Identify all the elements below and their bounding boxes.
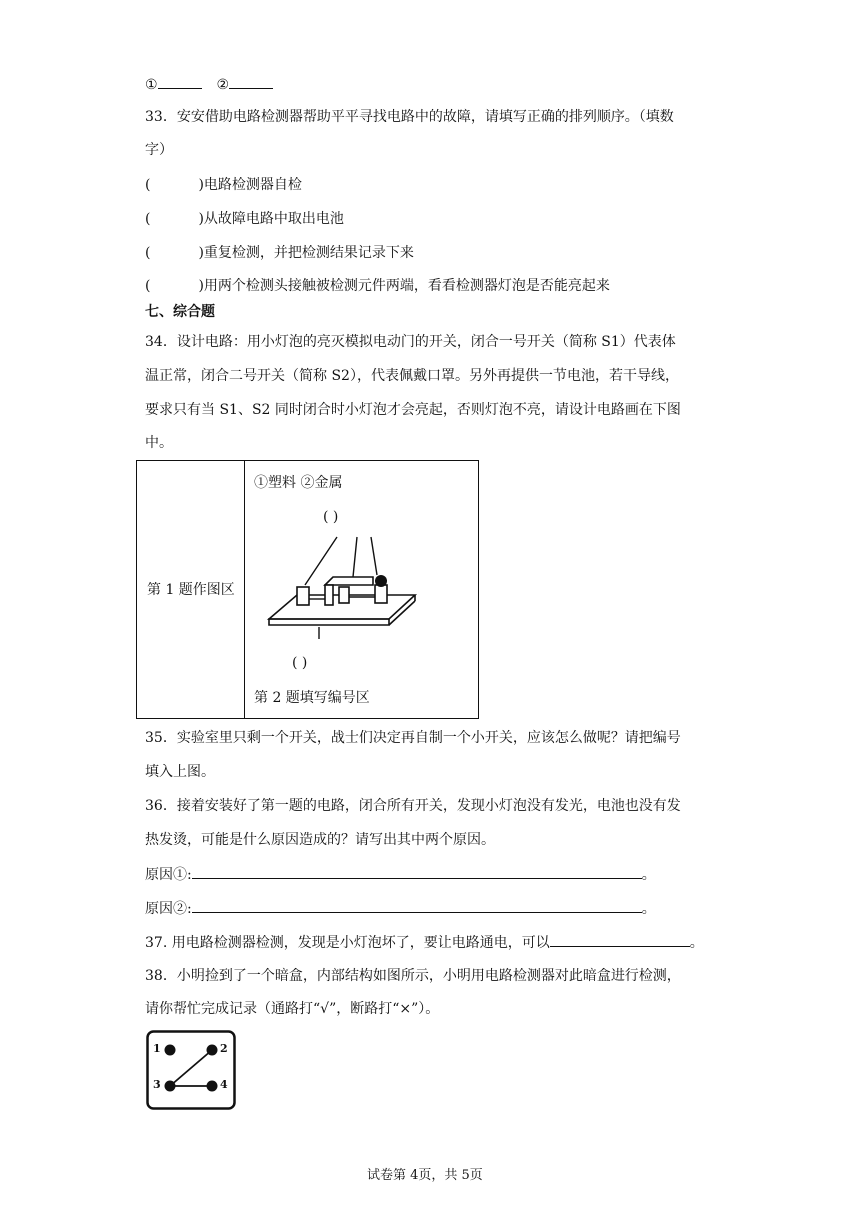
q33-item-3: ( )重复检测，并把检测结果记录下来	[145, 245, 414, 261]
numbering-area-label: 第 2 题填写编号区	[254, 690, 370, 706]
q34-line4: 中。	[145, 435, 173, 451]
reason-1: 原因①: 。	[145, 864, 656, 885]
page-footer: 试卷第 4页，共 5页	[367, 1168, 483, 1183]
q33-item-2: ( )从故障电路中取出电池	[145, 211, 344, 227]
q37: 37. 用电路检测器检测，发现是小灯泡坏了，要让电路通电，可以 。	[145, 932, 704, 953]
terminal-4-label: 4	[220, 1078, 228, 1091]
q38-line1: 38．小明捡到了一个暗盒，内部结构如图所示，小明用电路检测器对此暗盒进行检测，	[145, 968, 681, 984]
answer-table	[136, 460, 479, 719]
reason-2: 原因②: 。	[145, 898, 656, 919]
q33-item-4: ( )用两个检测头接触被检测元件两端，看看检测器灯泡是否能亮起来	[145, 278, 610, 294]
answer-blank-1[interactable]	[158, 74, 202, 89]
reason-1-input[interactable]	[192, 864, 642, 879]
switch-top-blank[interactable]: ( )	[323, 509, 339, 525]
q35-line1: 35．实验室里只剩一个开关，战士们决定再自制一个小开关，应该怎么做呢？请把编号	[145, 730, 681, 746]
answer-blank-2[interactable]	[229, 74, 273, 89]
terminal-3-label: 3	[153, 1078, 161, 1091]
drawing-area[interactable]	[137, 461, 243, 718]
q34-line2: 温正常，闭合二号开关（简称 S2），代表佩戴口罩。另外再提供一节电池，若干导线，	[145, 368, 679, 384]
q37-answer-input[interactable]	[550, 932, 690, 947]
section-heading: 七、综合题	[145, 304, 215, 320]
terminal-1-label: 1	[153, 1042, 161, 1055]
material-options: ①塑料 ②金属	[254, 475, 343, 491]
q36-line1: 36．接着安装好了第一题的电路，闭合所有开关，发现小灯泡没有发光，电池也没有发	[145, 798, 681, 814]
switch-diagram-icon	[249, 527, 419, 647]
q32-answer-line: ① ②	[145, 74, 273, 95]
reason-2-input[interactable]	[192, 898, 642, 913]
q34-line1: 34．设计电路：用小灯泡的亮灭模拟电动门的开关，闭合一号开关（简称 S1）代表体	[145, 334, 676, 350]
terminal-2-label: 2	[220, 1042, 228, 1055]
q35-line2: 填入上图。	[145, 764, 215, 780]
q36-line2: 热发烫，可能是什么原因造成的？请写出其中两个原因。	[145, 832, 495, 848]
drawing-area-label: 第 1 题作图区	[147, 582, 235, 598]
q33-item-1: ( )电路检测器自检	[145, 177, 302, 193]
q34-line3: 要求只有当 S1、S2 同时闭合时小灯泡才会亮起，否则灯泡不亮，请设计电路画在下图	[145, 402, 681, 418]
q38-line2: 请你帮忙完成记录（通路打“√”，断路打“×”）。	[145, 1001, 440, 1017]
table-divider	[244, 461, 245, 718]
black-box-diagram	[146, 1030, 236, 1110]
q33-text-line1: 33．安安借助电路检测器帮助平平寻找电路中的故障，请填写正确的排列顺序。（填数	[145, 109, 674, 125]
q33-text-line2: 字）	[145, 142, 173, 158]
switch-bottom-blank[interactable]: ( )	[292, 655, 308, 671]
